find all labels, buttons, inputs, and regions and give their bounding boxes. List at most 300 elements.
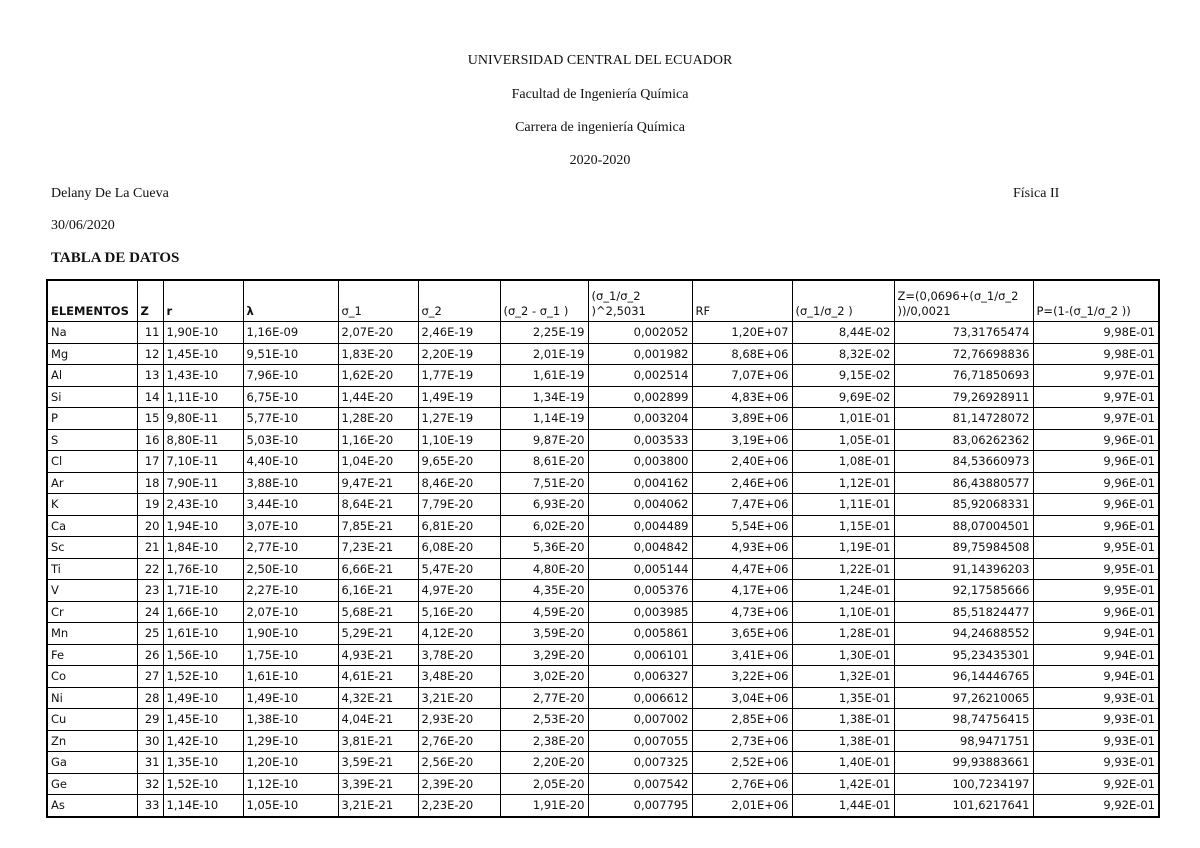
cell-sigma-diff: 1,61E-19 <box>500 365 588 387</box>
cell-lambda: 4,40E-10 <box>243 451 338 473</box>
cell-p-value: 9,94E-01 <box>1033 644 1159 666</box>
cell-sigma1: 3,81E-21 <box>338 730 418 752</box>
cell-sigma1: 7,85E-21 <box>338 515 418 537</box>
cell-lambda: 1,05E-10 <box>243 795 338 817</box>
cell-radius: 1,35E-10 <box>163 752 243 774</box>
cell-z: 30 <box>137 730 163 752</box>
cell-sigma1: 4,93E-21 <box>338 644 418 666</box>
cell-rf: 3,22E+06 <box>692 666 792 688</box>
cell-sigma-ratio-power: 0,003985 <box>588 601 692 623</box>
cell-sigma-diff: 1,91E-20 <box>500 795 588 817</box>
cell-sigma2: 4,12E-20 <box>418 623 500 645</box>
table-title: TABLA DE DATOS <box>51 250 180 266</box>
column-header-sigma2: σ_2 <box>418 280 500 322</box>
cell-radius: 1,45E-10 <box>163 343 243 365</box>
cell-z-value: 92,17585666 <box>894 580 1033 602</box>
column-header-z: Z <box>137 280 163 322</box>
cell-rf: 3,04E+06 <box>692 687 792 709</box>
table-row <box>47 365 1159 387</box>
cell-radius: 1,49E-10 <box>163 687 243 709</box>
cell-sigma2: 2,93E-20 <box>418 709 500 731</box>
cell-element: Cr <box>47 601 137 623</box>
cell-sigma1: 3,39E-21 <box>338 773 418 795</box>
cell-sigma2: 1,10E-19 <box>418 429 500 451</box>
cell-z-value: 97,26210065 <box>894 687 1033 709</box>
data-table <box>46 279 1160 818</box>
cell-radius: 1,52E-10 <box>163 666 243 688</box>
cell-sigma-ratio-power: 0,001982 <box>588 343 692 365</box>
cell-sigma2: 9,65E-20 <box>418 451 500 473</box>
cell-element: Fe <box>47 644 137 666</box>
cell-radius: 1,11E-10 <box>163 386 243 408</box>
cell-z: 15 <box>137 408 163 430</box>
cell-rf: 3,65E+06 <box>692 623 792 645</box>
cell-sigma-ratio-power: 0,007055 <box>588 730 692 752</box>
cell-rf: 1,20E+07 <box>692 322 792 344</box>
cell-sigma-ratio: 1,38E-01 <box>792 730 894 752</box>
cell-lambda: 2,50E-10 <box>243 558 338 580</box>
cell-z: 32 <box>137 773 163 795</box>
cell-lambda: 2,07E-10 <box>243 601 338 623</box>
cell-sigma-ratio: 8,44E-02 <box>792 322 894 344</box>
cell-sigma2: 3,78E-20 <box>418 644 500 666</box>
cell-sigma2: 7,79E-20 <box>418 494 500 516</box>
column-header-rf: RF <box>692 280 792 322</box>
cell-sigma1: 4,61E-21 <box>338 666 418 688</box>
cell-p-value: 9,95E-01 <box>1033 537 1159 559</box>
cell-sigma2: 2,46E-19 <box>418 322 500 344</box>
cell-element: Sc <box>47 537 137 559</box>
cell-z-value: 91,14396203 <box>894 558 1033 580</box>
cell-rf: 4,17E+06 <box>692 580 792 602</box>
cell-lambda: 7,96E-10 <box>243 365 338 387</box>
cell-rf: 8,68E+06 <box>692 343 792 365</box>
cell-z: 24 <box>137 601 163 623</box>
table-row <box>47 558 1159 580</box>
cell-element: Cu <box>47 709 137 731</box>
cell-p-value: 9,92E-01 <box>1033 795 1159 817</box>
cell-sigma-ratio: 1,22E-01 <box>792 558 894 580</box>
table-row <box>47 644 1159 666</box>
cell-lambda: 1,61E-10 <box>243 666 338 688</box>
cell-sigma-ratio: 1,01E-01 <box>792 408 894 430</box>
cell-sigma1: 3,21E-21 <box>338 795 418 817</box>
cell-sigma-ratio-power: 0,005376 <box>588 580 692 602</box>
cell-sigma-diff: 1,14E-19 <box>500 408 588 430</box>
cell-lambda: 5,03E-10 <box>243 429 338 451</box>
cell-z-value: 84,53660973 <box>894 451 1033 473</box>
cell-z-value: 76,71850693 <box>894 365 1033 387</box>
cell-sigma-ratio: 1,08E-01 <box>792 451 894 473</box>
cell-lambda: 6,75E-10 <box>243 386 338 408</box>
cell-sigma-ratio: 1,38E-01 <box>792 709 894 731</box>
table-row <box>47 472 1159 494</box>
cell-lambda: 3,88E-10 <box>243 472 338 494</box>
table-row <box>47 386 1159 408</box>
cell-radius: 1,43E-10 <box>163 365 243 387</box>
cell-sigma-ratio: 1,44E-01 <box>792 795 894 817</box>
cell-sigma2: 2,23E-20 <box>418 795 500 817</box>
cell-p-value: 9,93E-01 <box>1033 730 1159 752</box>
cell-z-value: 94,24688552 <box>894 623 1033 645</box>
cell-sigma-ratio: 1,32E-01 <box>792 666 894 688</box>
cell-z: 17 <box>137 451 163 473</box>
cell-element: Ti <box>47 558 137 580</box>
cell-z: 29 <box>137 709 163 731</box>
table-header-row <box>47 280 1159 322</box>
cell-lambda: 1,49E-10 <box>243 687 338 709</box>
table-row <box>47 322 1159 344</box>
cell-sigma-diff: 5,36E-20 <box>500 537 588 559</box>
cell-radius: 9,80E-11 <box>163 408 243 430</box>
cell-z: 31 <box>137 752 163 774</box>
cell-p-value: 9,98E-01 <box>1033 343 1159 365</box>
cell-p-value: 9,93E-01 <box>1033 709 1159 731</box>
cell-sigma1: 1,44E-20 <box>338 386 418 408</box>
document-date: 30/06/2020 <box>51 218 115 233</box>
table-row <box>47 730 1159 752</box>
cell-element: Ga <box>47 752 137 774</box>
cell-sigma-diff: 9,87E-20 <box>500 429 588 451</box>
cell-sigma2: 2,39E-20 <box>418 773 500 795</box>
cell-sigma-ratio-power: 0,004062 <box>588 494 692 516</box>
cell-z-value: 100,7234197 <box>894 773 1033 795</box>
cell-sigma2: 6,81E-20 <box>418 515 500 537</box>
cell-p-value: 9,96E-01 <box>1033 494 1159 516</box>
cell-element: Ca <box>47 515 137 537</box>
cell-z-value: 83,06262362 <box>894 429 1033 451</box>
cell-sigma-diff: 1,34E-19 <box>500 386 588 408</box>
cell-lambda: 1,38E-10 <box>243 709 338 731</box>
cell-sigma-ratio: 1,28E-01 <box>792 623 894 645</box>
cell-z-value: 81,14728072 <box>894 408 1033 430</box>
cell-sigma1: 1,83E-20 <box>338 343 418 365</box>
cell-lambda: 5,77E-10 <box>243 408 338 430</box>
cell-rf: 4,93E+06 <box>692 537 792 559</box>
cell-radius: 1,66E-10 <box>163 601 243 623</box>
cell-lambda: 1,90E-10 <box>243 623 338 645</box>
cell-sigma2: 2,56E-20 <box>418 752 500 774</box>
cell-sigma-ratio: 1,05E-01 <box>792 429 894 451</box>
column-header-z-formula: Z=(0,0696+(σ_1/σ_2 ))/0,0021 <box>894 280 1033 322</box>
cell-lambda: 2,77E-10 <box>243 537 338 559</box>
cell-sigma-diff: 2,25E-19 <box>500 322 588 344</box>
cell-lambda: 3,44E-10 <box>243 494 338 516</box>
cell-radius: 1,52E-10 <box>163 773 243 795</box>
table-row <box>47 580 1159 602</box>
cell-lambda: 1,20E-10 <box>243 752 338 774</box>
cell-sigma-diff: 2,38E-20 <box>500 730 588 752</box>
cell-sigma2: 6,08E-20 <box>418 537 500 559</box>
cell-radius: 1,94E-10 <box>163 515 243 537</box>
cell-z: 22 <box>137 558 163 580</box>
cell-sigma-ratio-power: 0,005861 <box>588 623 692 645</box>
cell-radius: 1,61E-10 <box>163 623 243 645</box>
table-row <box>47 601 1159 623</box>
cell-sigma-ratio-power: 0,002052 <box>588 322 692 344</box>
cell-sigma-ratio: 1,40E-01 <box>792 752 894 774</box>
cell-lambda: 1,16E-09 <box>243 322 338 344</box>
cell-rf: 4,73E+06 <box>692 601 792 623</box>
column-header-sigma-ratio-power: (σ_1/σ_2 )^2,5031 <box>588 280 692 322</box>
cell-z: 21 <box>137 537 163 559</box>
author-name: Delany De La Cueva <box>51 186 169 201</box>
cell-element: Na <box>47 322 137 344</box>
period-heading: 2020-2020 <box>569 153 631 168</box>
cell-rf: 2,85E+06 <box>692 709 792 731</box>
cell-radius: 7,90E-11 <box>163 472 243 494</box>
cell-p-value: 9,98E-01 <box>1033 322 1159 344</box>
cell-z: 19 <box>137 494 163 516</box>
table-row <box>47 515 1159 537</box>
table-row <box>47 494 1159 516</box>
cell-sigma1: 6,16E-21 <box>338 580 418 602</box>
cell-lambda: 3,07E-10 <box>243 515 338 537</box>
cell-radius: 1,56E-10 <box>163 644 243 666</box>
cell-element: Ar <box>47 472 137 494</box>
cell-sigma-diff: 6,02E-20 <box>500 515 588 537</box>
cell-sigma-ratio-power: 0,006612 <box>588 687 692 709</box>
column-header-lambda: λ <box>243 280 338 322</box>
column-header-r: r <box>163 280 243 322</box>
cell-sigma-ratio: 1,19E-01 <box>792 537 894 559</box>
cell-z-value: 89,75984508 <box>894 537 1033 559</box>
cell-radius: 7,10E-11 <box>163 451 243 473</box>
cell-sigma1: 9,47E-21 <box>338 472 418 494</box>
cell-z-value: 95,23435301 <box>894 644 1033 666</box>
cell-z: 14 <box>137 386 163 408</box>
cell-sigma-diff: 2,01E-19 <box>500 343 588 365</box>
cell-sigma1: 4,04E-21 <box>338 709 418 731</box>
cell-lambda: 1,29E-10 <box>243 730 338 752</box>
cell-sigma2: 1,49E-19 <box>418 386 500 408</box>
cell-p-value: 9,96E-01 <box>1033 601 1159 623</box>
university-heading: UNIVERSIDAD CENTRAL DEL ECUADOR <box>467 53 733 68</box>
cell-sigma-diff: 3,29E-20 <box>500 644 588 666</box>
cell-lambda: 1,75E-10 <box>243 644 338 666</box>
cell-sigma2: 2,76E-20 <box>418 730 500 752</box>
cell-sigma-ratio-power: 0,007325 <box>588 752 692 774</box>
cell-element: V <box>47 580 137 602</box>
cell-sigma-diff: 2,20E-20 <box>500 752 588 774</box>
cell-z-value: 85,92068331 <box>894 494 1033 516</box>
cell-sigma1: 5,29E-21 <box>338 623 418 645</box>
cell-z: 12 <box>137 343 163 365</box>
cell-rf: 7,07E+06 <box>692 365 792 387</box>
cell-sigma-diff: 4,59E-20 <box>500 601 588 623</box>
cell-p-value: 9,97E-01 <box>1033 408 1159 430</box>
cell-p-value: 9,96E-01 <box>1033 472 1159 494</box>
subject-name: Física II <box>1013 186 1060 201</box>
cell-z: 26 <box>137 644 163 666</box>
cell-radius: 1,14E-10 <box>163 795 243 817</box>
cell-sigma-ratio-power: 0,003800 <box>588 451 692 473</box>
cell-sigma2: 3,21E-20 <box>418 687 500 709</box>
cell-rf: 3,41E+06 <box>692 644 792 666</box>
cell-z: 18 <box>137 472 163 494</box>
cell-sigma-ratio: 1,15E-01 <box>792 515 894 537</box>
cell-element: Co <box>47 666 137 688</box>
cell-sigma1: 1,04E-20 <box>338 451 418 473</box>
cell-rf: 2,73E+06 <box>692 730 792 752</box>
cell-rf: 4,47E+06 <box>692 558 792 580</box>
cell-z-value: 73,31765474 <box>894 322 1033 344</box>
cell-z: 25 <box>137 623 163 645</box>
cell-sigma-ratio-power: 0,004842 <box>588 537 692 559</box>
cell-sigma-diff: 2,77E-20 <box>500 687 588 709</box>
cell-z-value: 86,43880577 <box>894 472 1033 494</box>
cell-element: S <box>47 429 137 451</box>
cell-sigma-diff: 3,59E-20 <box>500 623 588 645</box>
cell-p-value: 9,97E-01 <box>1033 386 1159 408</box>
table-row <box>47 773 1159 795</box>
table-row <box>47 343 1159 365</box>
cell-p-value: 9,96E-01 <box>1033 429 1159 451</box>
cell-radius: 8,80E-11 <box>163 429 243 451</box>
cell-z-value: 101,6217641 <box>894 795 1033 817</box>
column-header-sigma-diff: (σ_2 - σ_1 ) <box>500 280 588 322</box>
cell-radius: 1,71E-10 <box>163 580 243 602</box>
cell-p-value: 9,93E-01 <box>1033 687 1159 709</box>
cell-sigma-diff: 4,80E-20 <box>500 558 588 580</box>
cell-sigma-ratio: 1,12E-01 <box>792 472 894 494</box>
cell-sigma1: 8,64E-21 <box>338 494 418 516</box>
cell-radius: 1,90E-10 <box>163 322 243 344</box>
cell-sigma-ratio-power: 0,002899 <box>588 386 692 408</box>
cell-sigma1: 2,07E-20 <box>338 322 418 344</box>
cell-z: 13 <box>137 365 163 387</box>
column-header-sigma1: σ_1 <box>338 280 418 322</box>
cell-sigma-ratio: 1,42E-01 <box>792 773 894 795</box>
cell-lambda: 2,27E-10 <box>243 580 338 602</box>
cell-element: Mn <box>47 623 137 645</box>
faculty-heading: Facultad de Ingeniería Química <box>511 87 689 102</box>
cell-sigma-ratio-power: 0,005144 <box>588 558 692 580</box>
cell-sigma-ratio-power: 0,007795 <box>588 795 692 817</box>
cell-sigma2: 1,27E-19 <box>418 408 500 430</box>
cell-sigma1: 3,59E-21 <box>338 752 418 774</box>
cell-sigma2: 5,16E-20 <box>418 601 500 623</box>
cell-p-value: 9,92E-01 <box>1033 773 1159 795</box>
cell-sigma2: 8,46E-20 <box>418 472 500 494</box>
column-header-elements: ELEMENTOS <box>47 280 137 322</box>
cell-p-value: 9,96E-01 <box>1033 515 1159 537</box>
cell-radius: 2,43E-10 <box>163 494 243 516</box>
cell-p-value: 9,97E-01 <box>1033 365 1159 387</box>
table-row <box>47 408 1159 430</box>
cell-p-value: 9,95E-01 <box>1033 558 1159 580</box>
cell-element: Ge <box>47 773 137 795</box>
cell-radius: 1,45E-10 <box>163 709 243 731</box>
cell-element: Zn <box>47 730 137 752</box>
cell-sigma1: 4,32E-21 <box>338 687 418 709</box>
cell-radius: 1,84E-10 <box>163 537 243 559</box>
cell-sigma-ratio-power: 0,002514 <box>588 365 692 387</box>
cell-sigma1: 1,16E-20 <box>338 429 418 451</box>
cell-z: 16 <box>137 429 163 451</box>
cell-z: 33 <box>137 795 163 817</box>
table-row <box>47 623 1159 645</box>
cell-sigma-ratio-power: 0,006101 <box>588 644 692 666</box>
cell-element: Mg <box>47 343 137 365</box>
table-row <box>47 451 1159 473</box>
cell-z-value: 99,93883661 <box>894 752 1033 774</box>
cell-sigma2: 5,47E-20 <box>418 558 500 580</box>
table-row <box>47 429 1159 451</box>
cell-sigma1: 6,66E-21 <box>338 558 418 580</box>
cell-rf: 4,83E+06 <box>692 386 792 408</box>
cell-rf: 5,54E+06 <box>692 515 792 537</box>
cell-rf: 2,76E+06 <box>692 773 792 795</box>
cell-element: Cl <box>47 451 137 473</box>
cell-sigma-ratio: 9,15E-02 <box>792 365 894 387</box>
cell-lambda: 9,51E-10 <box>243 343 338 365</box>
cell-sigma-ratio-power: 0,006327 <box>588 666 692 688</box>
cell-rf: 2,46E+06 <box>692 472 792 494</box>
cell-z: 28 <box>137 687 163 709</box>
cell-z: 11 <box>137 322 163 344</box>
cell-element: Si <box>47 386 137 408</box>
column-header-p-formula: P=(1-(σ_1/σ_2 )) <box>1033 280 1159 322</box>
cell-z: 23 <box>137 580 163 602</box>
cell-z-value: 79,26928911 <box>894 386 1033 408</box>
cell-rf: 3,19E+06 <box>692 429 792 451</box>
cell-rf: 2,40E+06 <box>692 451 792 473</box>
cell-sigma-ratio: 1,35E-01 <box>792 687 894 709</box>
cell-rf: 2,52E+06 <box>692 752 792 774</box>
cell-sigma-ratio-power: 0,007002 <box>588 709 692 731</box>
cell-p-value: 9,94E-01 <box>1033 623 1159 645</box>
cell-z-value: 72,76698836 <box>894 343 1033 365</box>
cell-sigma2: 3,48E-20 <box>418 666 500 688</box>
career-heading: Carrera de ingeniería Química <box>515 120 685 135</box>
cell-sigma-ratio-power: 0,004489 <box>588 515 692 537</box>
cell-sigma1: 1,62E-20 <box>338 365 418 387</box>
cell-sigma2: 2,20E-19 <box>418 343 500 365</box>
cell-z: 20 <box>137 515 163 537</box>
cell-z-value: 96,14446765 <box>894 666 1033 688</box>
cell-sigma-ratio: 1,10E-01 <box>792 601 894 623</box>
cell-p-value: 9,96E-01 <box>1033 451 1159 473</box>
cell-sigma-diff: 3,02E-20 <box>500 666 588 688</box>
cell-sigma-diff: 8,61E-20 <box>500 451 588 473</box>
cell-element: Al <box>47 365 137 387</box>
cell-rf: 7,47E+06 <box>692 494 792 516</box>
table-row <box>47 752 1159 774</box>
cell-sigma-ratio: 1,30E-01 <box>792 644 894 666</box>
column-header-sigma-ratio: (σ_1/σ_2 ) <box>792 280 894 322</box>
cell-sigma-diff: 7,51E-20 <box>500 472 588 494</box>
cell-sigma1: 7,23E-21 <box>338 537 418 559</box>
cell-sigma1: 5,68E-21 <box>338 601 418 623</box>
cell-sigma1: 1,28E-20 <box>338 408 418 430</box>
cell-rf: 2,01E+06 <box>692 795 792 817</box>
cell-sigma2: 1,77E-19 <box>418 365 500 387</box>
cell-sigma-ratio: 1,24E-01 <box>792 580 894 602</box>
cell-sigma-diff: 2,05E-20 <box>500 773 588 795</box>
cell-element: K <box>47 494 137 516</box>
cell-z-value: 88,07004501 <box>894 515 1033 537</box>
cell-element: As <box>47 795 137 817</box>
cell-element: P <box>47 408 137 430</box>
cell-sigma-diff: 2,53E-20 <box>500 709 588 731</box>
cell-radius: 1,76E-10 <box>163 558 243 580</box>
cell-sigma-ratio: 8,32E-02 <box>792 343 894 365</box>
cell-sigma-ratio-power: 0,007542 <box>588 773 692 795</box>
table-row <box>47 795 1159 817</box>
cell-p-value: 9,95E-01 <box>1033 580 1159 602</box>
cell-rf: 3,89E+06 <box>692 408 792 430</box>
